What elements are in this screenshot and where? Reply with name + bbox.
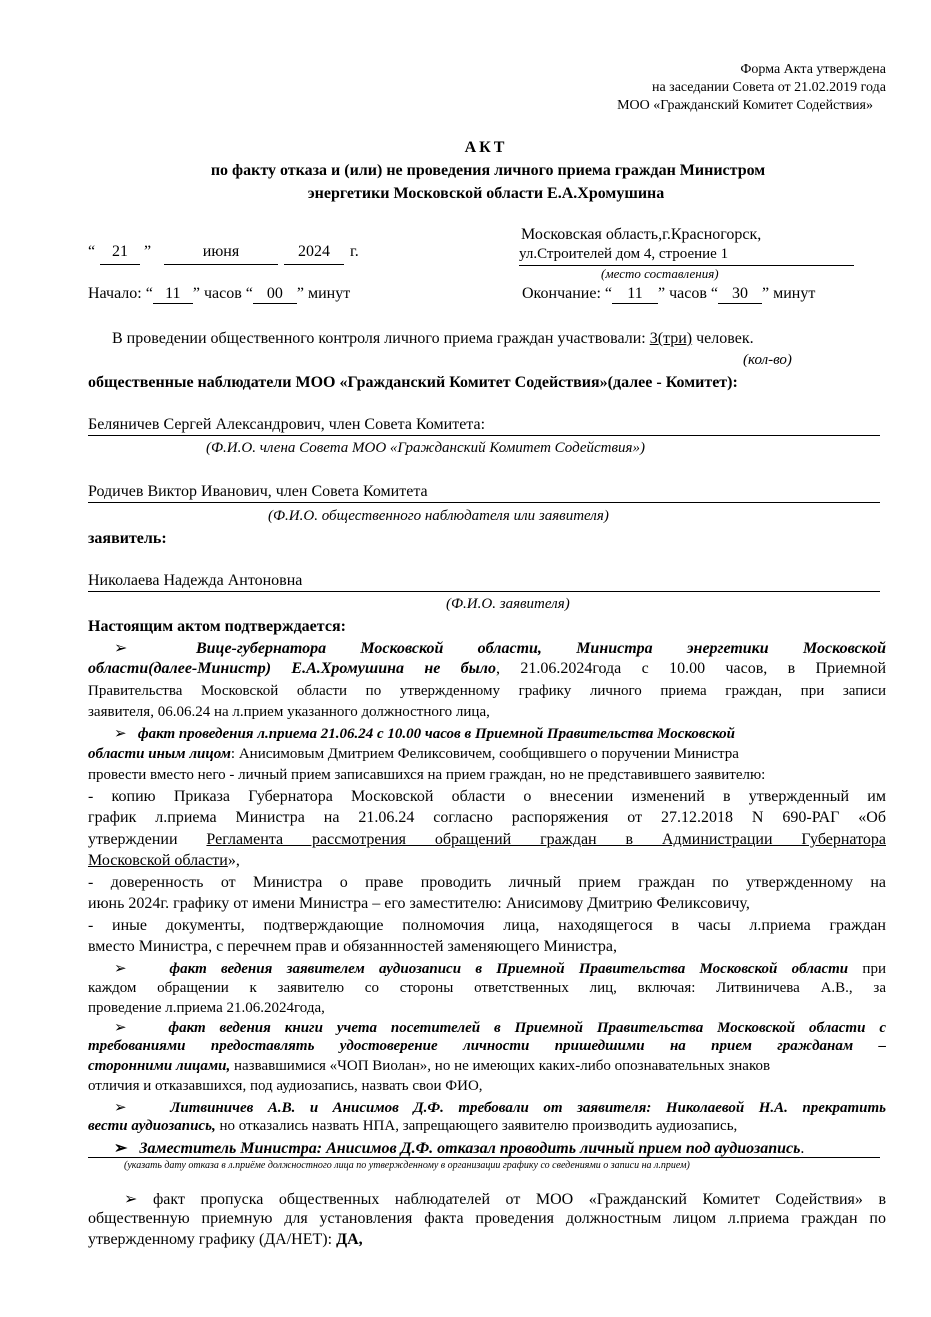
observer-1-caption: (Ф.И.О. члена Совета МОО «Гражданский Комитет Содействия»)	[206, 440, 645, 456]
fact-4-line-4: отличия и отказавшихся, под аудиозапись, назвать свои ФИО,	[88, 1078, 483, 1094]
fact-2-line-9: июнь 2024г. графику от имени Министра – его заместителю: Анисимову Дмитрию Феликсовичу,	[88, 895, 750, 912]
end-minutes-word: ” минут	[762, 285, 816, 302]
applicant-caption: (Ф.И.О. заявителя)	[446, 596, 570, 612]
fact-7-line-3: утвержденному графику (ДА/НЕТ): ДА,	[88, 1231, 363, 1248]
bullet-icon: ➢	[114, 1140, 128, 1157]
observer-2-name: Родичев Виктор Иванович, член Совета Комитета	[88, 483, 428, 500]
document-title: АКТ	[464, 139, 508, 156]
fact-2-line-2: области иным лицом: Анисимовым Дмитрием Феликсовичем, сообщившего о поручении Министра	[88, 746, 739, 762]
date-open-quote: “	[88, 243, 96, 260]
fact-2-line-4: - копию Приказа Губернатора Московской области о внесении изменений в утвержденный им	[88, 788, 886, 805]
date-month: июня	[202, 243, 240, 260]
document-subtitle-1: по факту отказа и (или) не проведения личного приема граждан Министром	[210, 162, 766, 179]
fact-2-line-11: вместо Министра, с перечнем прав и обязаннностей заменяющего Министра,	[88, 938, 617, 955]
participants-count-suffix: человек.	[696, 330, 754, 347]
start-hours-word: ” часов “	[192, 285, 253, 302]
start-minutes: 00	[253, 285, 297, 304]
approval-line-2: на заседании Совета от 21.02.2019 года	[651, 80, 886, 95]
applicant-label: заявитель:	[88, 530, 167, 547]
fact-6-caption: (указать дату отказа в л.приёме должностного лица по утвержденному в организации графику со сведениями о записи на л.прием)	[124, 1160, 690, 1171]
date-close-quote: ”	[144, 243, 152, 260]
fact-2-line-8: - доверенность от Министра о праве проводить личный прием граждан по утвержденному на	[88, 874, 886, 891]
fact-3-line-2: каждом обращении к заявителю со стороны ответственных лиц, включая: Литвиничева А.В., за	[88, 980, 886, 996]
date-day: 21	[112, 243, 128, 260]
fact-2-line-7: Московской области»,	[88, 852, 240, 869]
fact-4-line-2: требованиями предоставлять удостоверение личности пришедшими на прием гражданам –	[88, 1038, 886, 1054]
participants-count: 3(три)	[649, 330, 693, 347]
place-line-1: Московская область,г.Красногорск,	[521, 226, 762, 243]
bullet-icon: ➢	[114, 726, 127, 742]
confirm-heading: Настоящим актом подтверждается:	[88, 618, 346, 635]
approval-line-3: МОО «Гражданский Комитет Содействия»	[617, 98, 873, 113]
fact-1-line-4: заявителя, 06.06.24 на л.прием указанного должностного лица,	[88, 704, 490, 720]
fact-1-line-2: области(далее-Министр) Е.А.Хромушина не было, 21.06.2024года с 10.00 часов, в Приемной	[88, 660, 886, 677]
place-line-2: ул.Строителей дом 4, строение 1	[519, 246, 729, 262]
fact-3-line-1: ➢ факт ведения заявителем аудиозаписи в Приемной Правительства Московской области при	[114, 961, 886, 977]
bullet-icon: ➢	[124, 1191, 138, 1208]
fact-2-line-1: ➢ факт проведения л.приема 21.06.24 с 10.00 часов в Приемной Правительства Московской	[114, 726, 735, 742]
fact-7-line-2: общественную приемную для установления факта проведения должностным лицом л.приема граждан по	[88, 1210, 886, 1227]
participants-count-caption: (кол-во)	[743, 352, 792, 368]
end-hours: 11	[612, 285, 658, 304]
date-year: 2024	[298, 243, 330, 260]
bullet-icon: ➢	[114, 640, 128, 657]
document-subtitle-2: энергетики Московской области Е.А.Хромушина	[307, 185, 665, 202]
fact-2-line-6: утверждении Регламента рассмотрения обращений граждан в Администрации Губернатора	[88, 831, 886, 848]
end-label: Окончание: “	[522, 285, 612, 302]
presence-answer: ДА,	[336, 1231, 363, 1248]
approval-line-1: Форма Акта утверждена	[740, 62, 886, 77]
participants-text: В проведении общественного контроля личного приема граждан участвовали:	[112, 330, 646, 347]
fact-5-line-2: вести аудиозапись, но отказались назвать НПА, запрещающего заявителю производить аудиозапись,	[88, 1118, 738, 1134]
fact-1-line-1: ➢ Вице-губернатора Московской области, Министра энергетики Московской	[114, 640, 887, 657]
start-time-row	[88, 285, 350, 304]
start-minutes-word: ” минут	[296, 285, 351, 302]
start-hours: 11	[153, 285, 193, 304]
date-year-suffix: г.	[350, 243, 359, 260]
participants-line	[112, 330, 754, 348]
bullet-icon: ➢	[114, 961, 127, 977]
fact-4-line-1: ➢ факт ведения книги учета посетителей в Приемной Правительства Московской области с	[114, 1020, 886, 1036]
end-hours-word: ” часов “	[658, 285, 719, 302]
fact-2-line-10: - иные документы, подтверждающие полномочия лица, находящегося в часы л.приема граждан	[88, 917, 886, 934]
fact-6-line-1: ➢ Заместитель Министра: Анисимов Д.Ф. отказал проводить личный прием под аудиозапись.	[114, 1140, 805, 1157]
observers-heading: общественные наблюдатели МОО «Гражданский Комитет Содействия»(далее - Комитет):	[88, 374, 738, 391]
end-time-row	[522, 285, 815, 304]
place-caption: (место составления)	[601, 266, 719, 281]
end-minutes: 30	[718, 285, 762, 304]
bullet-icon: ➢	[114, 1020, 127, 1036]
fact-7-line-1: ➢ факт пропуска общественных наблюдателей от МОО «Гражданский Комитет Содействия» в	[124, 1191, 886, 1208]
fact-5-line-1: ➢ Литвиничев А.В. и Анисимов Д.Ф. требовали от заявителя: Николаевой Н.А. прекратить	[114, 1100, 886, 1116]
fact-3-line-3: проведение л.приема 21.06.2024года,	[88, 1000, 325, 1016]
start-label: Начало: “	[88, 285, 153, 302]
applicant-name: Николаева Надежда Антоновна	[88, 572, 303, 589]
bullet-icon: ➢	[114, 1100, 127, 1116]
observer-1-name: Беляничев Сергей Александрович, член Совета Комитета:	[88, 416, 486, 433]
fact-2-line-5: график л.приема Министра на 21.06.24 согласно распоряжения от 27.12.2018 N 690-РАГ «Об	[88, 809, 886, 826]
fact-1-line-3: Правительства Московской области по утвержденному графику личного приема граждан, при записи	[88, 683, 886, 699]
fact-4-line-3: сторонними лицами, назвавшимися «ЧОП Виолан», но не имеющих каких-либо опознавательных знаков	[88, 1058, 771, 1074]
observer-2-caption: (Ф.И.О. общественного наблюдателя или заявителя)	[268, 508, 609, 524]
fact-2-line-3: провести вместо него - личный прием записавшихся на прием граждан, но не представившего заявителю:	[88, 767, 766, 783]
